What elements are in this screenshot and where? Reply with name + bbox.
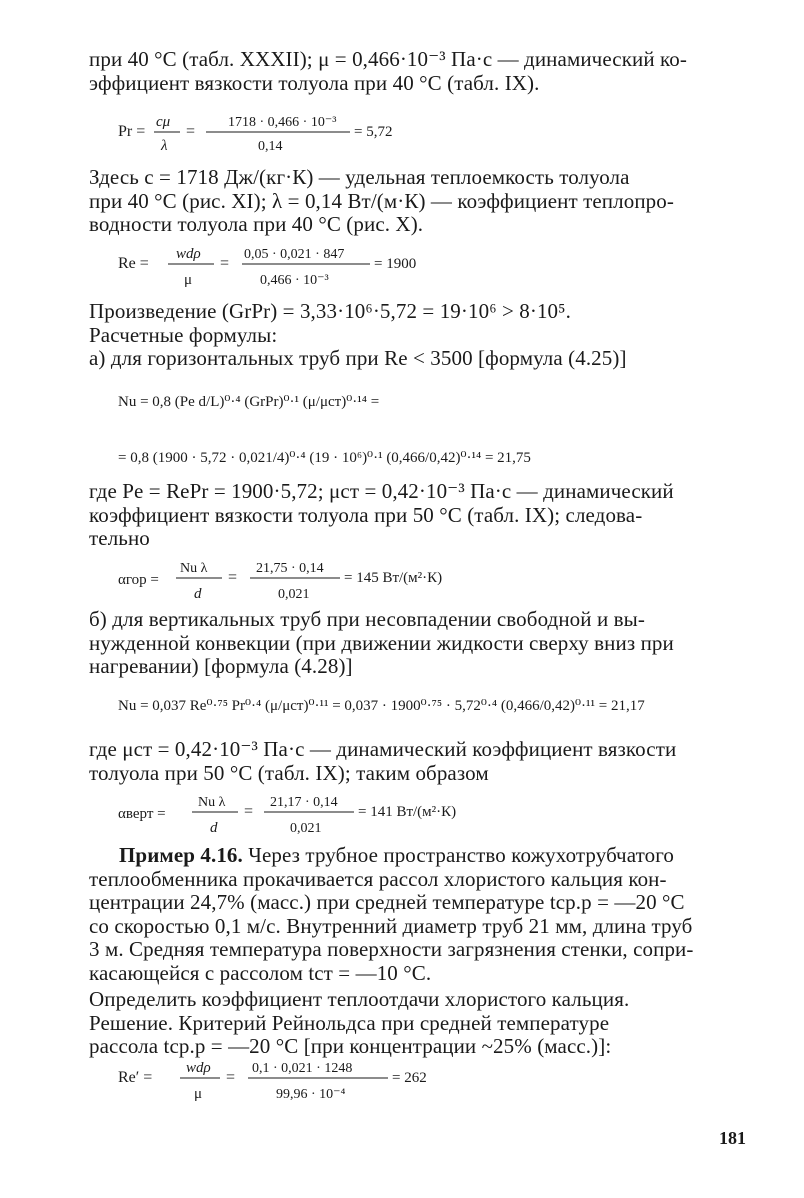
text-line: эффициент вязкости толуола при 40 °C (табл. IX). xyxy=(89,70,540,95)
formula-reynolds xyxy=(118,238,458,292)
text-line: со скоростью 0,1 м/с. Внутренний диаметр труб 21 мм, длина труб xyxy=(89,913,693,938)
formula-den: μ xyxy=(184,272,193,288)
text-line: нагревании) [формула (4.28)] xyxy=(89,654,353,678)
formula-lhs: Pr = xyxy=(118,123,146,140)
paragraph-solution xyxy=(89,988,761,1059)
formula-num: 0,05 · 0,021 · 847 xyxy=(244,247,345,262)
formula-den: 0,14 xyxy=(258,139,283,154)
formula-result: = 145 Вт/(м²·К) xyxy=(344,570,443,586)
svg-text:=: = xyxy=(244,803,254,820)
formula-num: 0,1 · 0,021 · 1248 xyxy=(252,1061,353,1076)
paragraph-product xyxy=(89,300,761,371)
text-line: толуола при 50 °C (табл. IX); таким образом xyxy=(89,760,489,785)
formula-nu-horizontal-1 xyxy=(118,376,518,426)
formula-nu-vertical xyxy=(118,680,768,732)
formula-result: = 262 xyxy=(392,1070,427,1086)
formula-lhs: Re′ = xyxy=(118,1069,153,1086)
page-number: 181 xyxy=(719,1128,746,1148)
text-line: Расчетные формулы: xyxy=(89,322,278,347)
paragraph-vertical xyxy=(89,608,761,679)
text-line: а) для горизонтальных труб при Re < 3500 [формула (4.25)] xyxy=(89,346,627,370)
svg-text:=: = xyxy=(228,569,238,586)
formula-den: 0,466 · 10⁻³ xyxy=(260,273,329,288)
formula-num: Nu λ xyxy=(198,795,226,810)
text-line: рассола tср.р = —20 °C [при концентрации ~25% (масс.)]: xyxy=(89,1034,612,1058)
example-heading: Пример 4.16. xyxy=(119,843,243,867)
formula-num: wdρ xyxy=(186,1060,211,1076)
text-line: нужденной конвекции (при движении жидкости сверху вниз при xyxy=(89,630,674,655)
formula-expression: Nu = 0,8 (Pe d/L)⁰·⁴ (GrPr)⁰·¹ (μ/μст)⁰·¹⁴ = xyxy=(118,394,380,410)
text-line: тельно xyxy=(89,526,150,550)
formula-lhs: αверт = xyxy=(118,806,166,822)
text-line: Произведение (GrPr) = 3,33·10⁶·5,72 = 19·10⁶ > 8·10⁵. xyxy=(89,299,571,323)
text-line: Определить коэффициент теплоотдачи хлористого кальция. xyxy=(89,987,630,1011)
svg-text:=: = xyxy=(220,255,230,272)
formula-nu-horizontal-2 xyxy=(118,432,638,484)
svg-text:=: = xyxy=(226,1069,236,1086)
formula-den: 0,021 xyxy=(278,587,310,602)
formula-num: Nu λ xyxy=(180,561,208,576)
formula-num: 21,17 · 0,14 xyxy=(270,795,338,810)
text-line: где Pe = RePr = 1900·5,72; μст = 0,42·10⁻³ Па·с — динамический xyxy=(89,479,674,503)
formula-num: cμ xyxy=(156,114,171,130)
text-line: коэффициент вязкости толуола при 50 °C (табл. IX); следова- xyxy=(89,502,643,527)
text-line: Решение. Критерий Рейнольдса при средней температуре xyxy=(89,1010,610,1035)
text-line: теплообменника прокачивается рассол хлористого кальция кон- xyxy=(89,866,667,891)
formula-den: d xyxy=(194,586,202,602)
text-line: при 40 °C (табл. XXXII); μ = 0,466·10⁻³ Па·с — динамический ко- xyxy=(89,47,687,71)
formula-den: λ xyxy=(161,138,168,154)
paragraph-intro xyxy=(89,48,761,95)
formula-result: = 141 Вт/(м²·К) xyxy=(358,804,457,820)
formula-den: 0,021 xyxy=(290,821,322,836)
formula-den: 99,96 · 10⁻⁴ xyxy=(276,1087,346,1102)
formula-expression: = 0,8 (1900 · 5,72 · 0,021/4)⁰·⁴ (19 · 10⁶)⁰·¹ (0,466/0,42)⁰·¹⁴ = 21,75 xyxy=(118,450,531,466)
formula-lhs: Re = xyxy=(118,255,149,272)
formula-alpha-vertical xyxy=(118,786,538,838)
formula-den: μ xyxy=(194,1086,203,1102)
text-line: Здесь c = 1718 Дж/(кг·К) — удельная теплоемкость толуола xyxy=(89,165,630,189)
formula-num: wdρ xyxy=(176,246,201,262)
formula-expression: Nu = 0,037 Re⁰·⁷⁵ Pr⁰·⁴ (μ/μст)⁰·¹¹ = 0,037 · 1900⁰·⁷⁵ · 5,72⁰·⁴ (0,466/0,42)⁰·¹¹ = 21,17 xyxy=(118,698,645,714)
svg-text:=: = xyxy=(186,123,196,140)
formula-result: = 1900 xyxy=(374,256,417,272)
paragraph-mu-wall xyxy=(89,738,761,785)
formula-lhs: αгор = xyxy=(118,572,159,588)
text-line: касающейся с рассолом tст = —10 °C. xyxy=(89,960,432,985)
formula-den: d xyxy=(210,820,218,836)
paragraph-example xyxy=(89,844,761,985)
text-line: водности толуола при 40 °C (рис. X). xyxy=(89,212,424,236)
text-line: Пример 4.16. Через трубное пространство кожухотрубчатого xyxy=(119,843,674,867)
formula-num: 21,75 · 0,14 xyxy=(256,561,324,576)
formula-num: 1718 · 0,466 · 10⁻³ xyxy=(228,115,337,130)
formula-reynolds-brine xyxy=(118,1052,478,1104)
formula-prandtl xyxy=(118,106,448,156)
text-line: 3 м. Средняя температура поверхности загрязнения стенки, сопри- xyxy=(89,937,694,961)
paragraph-definitions xyxy=(89,166,761,237)
paragraph-pe xyxy=(89,480,761,551)
text-line: при 40 °C (рис. XI); λ = 0,14 Вт/(м·К) — коэффициент теплопро- xyxy=(89,188,674,213)
text-line: центрации 24,7% (масс.) при средней температуре tср.р = —20 °C xyxy=(89,890,685,914)
text-line: где μст = 0,42·10⁻³ Па·с — динамический коэффициент вязкости xyxy=(89,737,677,761)
text-line: б) для вертикальных труб при несовпадении свободной и вы- xyxy=(89,607,645,631)
formula-alpha-horizontal xyxy=(118,552,538,604)
formula-result: = 5,72 xyxy=(354,124,393,140)
